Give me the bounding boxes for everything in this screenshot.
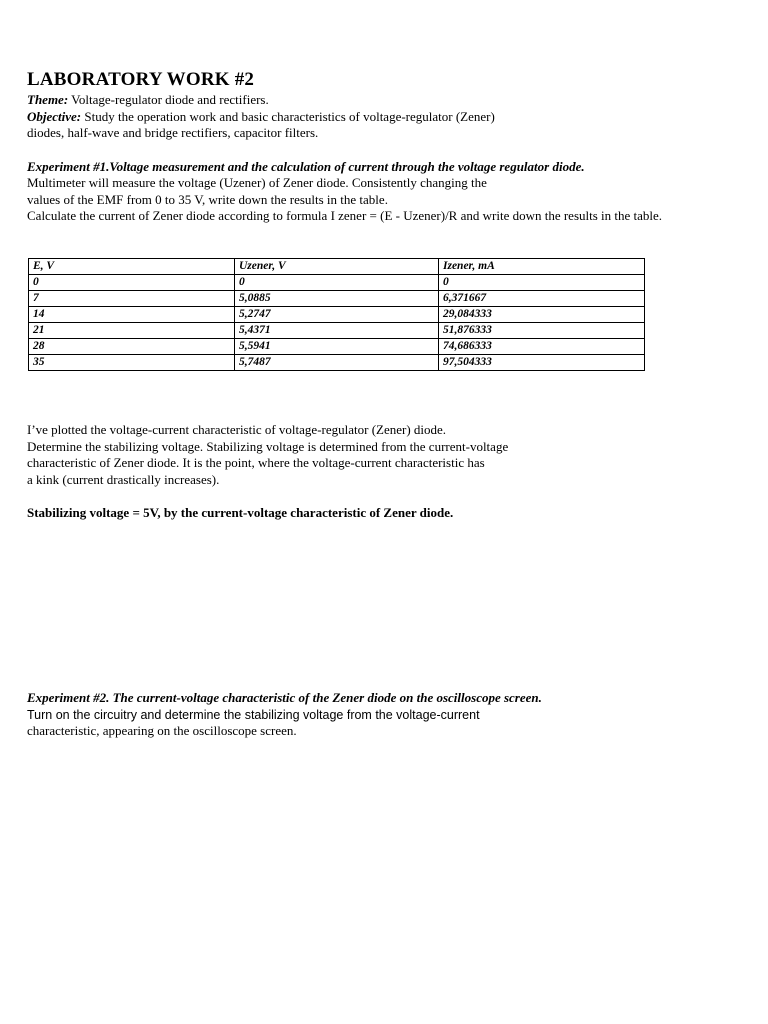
analysis-section (27, 422, 737, 522)
table-cell: 5,5941 (235, 339, 439, 355)
table-cell: 74,686333 (439, 339, 645, 355)
table-header-row (29, 259, 645, 275)
experiment2-para-2: characteristic, appearing on the oscilloscope screen. (27, 723, 297, 738)
header-cell-izener: Izener, mA (439, 259, 645, 275)
table-row (29, 355, 645, 371)
theme-label: Theme: (27, 92, 69, 107)
table-cell: 0 (439, 275, 645, 291)
table-row (29, 307, 645, 323)
document-header (27, 68, 737, 225)
experiment1-heading: Experiment #1.Voltage measurement and the calculation of current through the voltage regulator diode. (27, 158, 585, 174)
table-cell: 28 (29, 339, 235, 355)
table-cell: 5,7487 (235, 355, 439, 371)
table-cell: 0 (29, 275, 235, 291)
objective-text-1: Study the operation work and basic characteristics of voltage-regulator (Zener) (81, 108, 495, 124)
experiment2-heading: Experiment #2. The current-voltage characteristic of the Zener diode on the oscilloscope screen. (27, 690, 542, 705)
experiment2-para-1: Turn on the circuitry and determine the stabilizing voltage from the voltage-current (27, 707, 480, 722)
header-cell-e: E, V (29, 259, 235, 275)
table-cell: 5,4371 (235, 323, 439, 339)
header-cell-uzener: Uzener, V (235, 259, 439, 275)
table-cell: 5,2747 (235, 307, 439, 323)
theme-text: Voltage-regulator diode and rectifiers. (68, 92, 269, 107)
table-cell: 5,0885 (235, 291, 439, 307)
table-row (29, 339, 645, 355)
table-cell: 35 (29, 355, 235, 371)
theme-line (27, 92, 737, 109)
measurement-table (28, 258, 645, 371)
page-title: LABORATORY WORK #2 (27, 69, 255, 90)
table-cell: 6,371667 (439, 291, 645, 307)
objective-label: Objective: (27, 108, 82, 124)
table-row (29, 291, 645, 307)
experiment1-para-2: values of the EMF from 0 to 35 V, write down the results in the table. (27, 191, 388, 207)
table-cell: 29,084333 (439, 307, 645, 323)
analysis-line-4: a kink (current drastically increases). (27, 471, 220, 487)
objective-line (27, 109, 737, 126)
analysis-line-2: Determine the stabilizing voltage. Stabilizing voltage is determined from the current-voltage (27, 438, 509, 454)
table-cell: 97,504333 (439, 355, 645, 371)
table-cell: 7 (29, 291, 235, 307)
experiment1-para-1: Multimeter will measure the voltage (Uzener) of Zener diode. Consistently changing the (27, 175, 487, 190)
table-cell: 0 (235, 275, 439, 291)
analysis-line-3: characteristic of Zener diode. It is the point, where the voltage-current characteristic has (27, 455, 485, 470)
table-row (29, 323, 645, 339)
analysis-line-1: I’ve plotted the voltage-current characteristic of voltage-regulator (Zener) diode. (27, 422, 447, 437)
stabilizing-voltage-result: Stabilizing voltage = 5V, by the current-voltage characteristic of Zener diode. (27, 505, 454, 520)
table-cell: 14 (29, 307, 235, 323)
table-row (29, 275, 645, 291)
experiment2-section (27, 690, 737, 740)
experiment1-para-3: Calculate the current of Zener diode according to formula I zener = (E - Uzener)/R and write down the results in the table. (27, 208, 663, 223)
measurement-table-body (29, 259, 645, 371)
objective-text-2: diodes, half-wave and bridge rectifiers, capacitor filters. (27, 125, 319, 140)
table-cell: 51,876333 (439, 323, 645, 339)
table-cell: 21 (29, 323, 235, 339)
